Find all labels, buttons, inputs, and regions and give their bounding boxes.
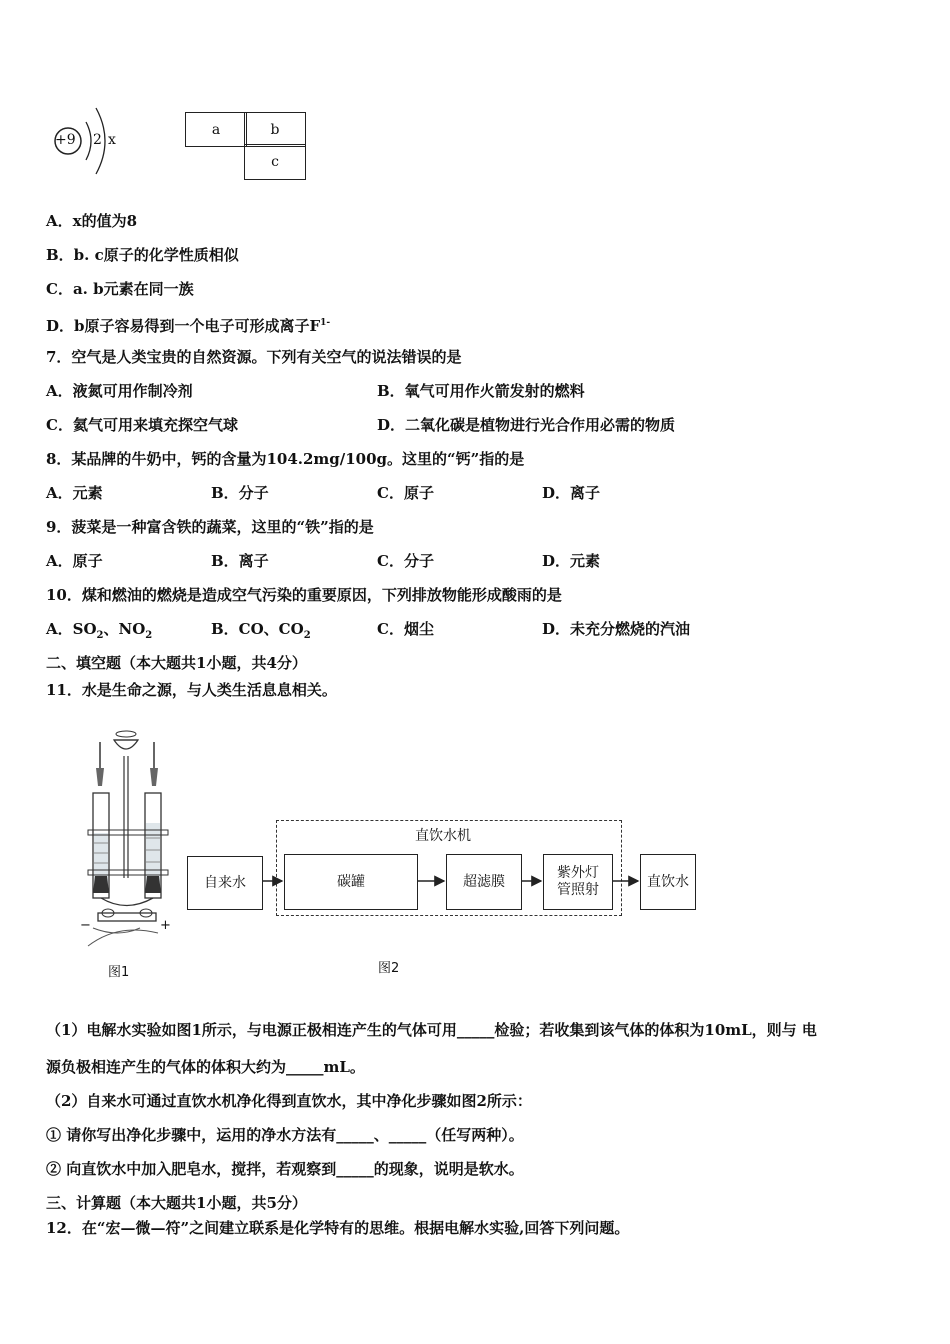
- q10-stem: 10．煤和燃油的燃烧是造成空气污染的重要原因，下列排放物能形成酸雨的是: [46, 586, 562, 604]
- q11-part1-line1: （1）电解水实验如图1所示，与电源正极相连产生的气体可用_____检验；若收集到该气体的体积为10mL，则与 电: [46, 1021, 817, 1039]
- fig1-minus-sign: −: [80, 918, 91, 933]
- q7-option-a: A．液氮可用作制冷剂: [46, 382, 193, 400]
- q8-stem: 8．某品牌的牛奶中，钙的含量为104.2mg/100g。这里的“钙”指的是: [46, 450, 525, 468]
- fig2-frame-label: 直饮水机: [415, 828, 471, 844]
- q10-a-pre: A．SO: [46, 620, 97, 638]
- q7-option-d: D．二氧化碳是植物进行光合作用必需的物质: [377, 416, 676, 434]
- q10-option-d: D．未充分燃烧的汽油: [542, 620, 691, 638]
- q11-part2-2: ② 向直饮水中加入肥皂水，搅拌，若观察到_____的现象，说明是软水。: [46, 1160, 524, 1178]
- fig1-caption: 图1: [108, 965, 130, 980]
- grid-cell-c: c: [244, 144, 306, 180]
- section2-heading: 二、填空题（本大题共1小题，共4分）: [46, 654, 307, 672]
- q9-option-b: B．离子: [211, 552, 269, 570]
- fig1-plus-sign: +: [160, 918, 171, 933]
- q8-option-b: B．分子: [211, 484, 269, 502]
- fig2-tap-water-box: 自来水: [187, 856, 263, 910]
- shell2-count: x: [108, 132, 116, 148]
- q10-a-sub2: 2: [145, 630, 153, 641]
- q7-stem: 7．空气是人类宝贵的自然资源。下列有关空气的说法错误的是: [46, 348, 462, 366]
- section3-heading: 三、计算题（本大题共1小题，共5分）: [46, 1194, 307, 1212]
- q6-option-c: C．a. b元素在同一族: [46, 280, 194, 298]
- fig2-caption: 图2: [378, 961, 400, 976]
- grid-cell-b: b: [244, 112, 306, 147]
- q6-option-d-sup: 1-: [320, 318, 331, 328]
- q10-a-mid: 、NO: [103, 620, 146, 638]
- nucleus-charge: +9: [55, 132, 76, 148]
- shell1-count: 2: [93, 132, 102, 148]
- q9-option-a: A．原子: [46, 552, 103, 570]
- q8-option-c: C．原子: [377, 484, 434, 502]
- q11-stem: 11．水是生命之源，与人类生活息息相关。: [46, 681, 337, 699]
- q8-option-d: D．离子: [542, 484, 601, 502]
- q10-a-sub1: 2: [96, 630, 104, 641]
- q8-option-a: A．元素: [46, 484, 103, 502]
- q6-option-b: B．b. c原子的化学性质相似: [46, 246, 239, 264]
- grid-cell-a: a: [185, 112, 247, 147]
- q10-option-c: C．烟尘: [377, 620, 434, 638]
- q7-option-c: C．氦气可用来填充探空气球: [46, 416, 238, 434]
- q12-stem: 12．在“宏—微—符”之间建立联系是化学特有的思维。根据电解水实验,回答下列问题。: [46, 1219, 630, 1237]
- q9-option-c: C．分子: [377, 552, 434, 570]
- q9-option-d: D．元素: [542, 552, 601, 570]
- q7-option-b: B．氧气可用作火箭发射的燃料: [377, 382, 585, 400]
- q9-stem: 9．菠菜是一种富含铁的蔬菜，这里的“铁”指的是: [46, 518, 374, 536]
- q11-part2-1: ① 请你写出净化步骤中，运用的净水方法有_____、_____（任写两种）。: [46, 1126, 524, 1144]
- fig2-uv-line1: 紫外灯: [557, 865, 599, 881]
- q11-part2: （2）自来水可通过直饮水机净化得到直饮水，其中净化步骤如图2所示：: [46, 1092, 532, 1110]
- fig2-carbon-tank-box: 碳罐: [284, 854, 418, 910]
- fig2-ultrafiltration-box: 超滤膜: [446, 854, 522, 910]
- q10-b-pre: B．CO、CO: [211, 620, 304, 638]
- fig2-output-box: 直饮水: [640, 854, 696, 910]
- q6-option-a: A．x的值为8: [46, 212, 138, 230]
- q6-option-d-text: D．b原子容易得到一个电子可形成离子F: [46, 317, 321, 335]
- fig2-uv-line2: 管照射: [557, 882, 599, 898]
- q10-b-sub: 2: [303, 630, 311, 641]
- q11-part1-line2: 源负极相连产生的气体的体积大约为_____mL。: [46, 1058, 365, 1076]
